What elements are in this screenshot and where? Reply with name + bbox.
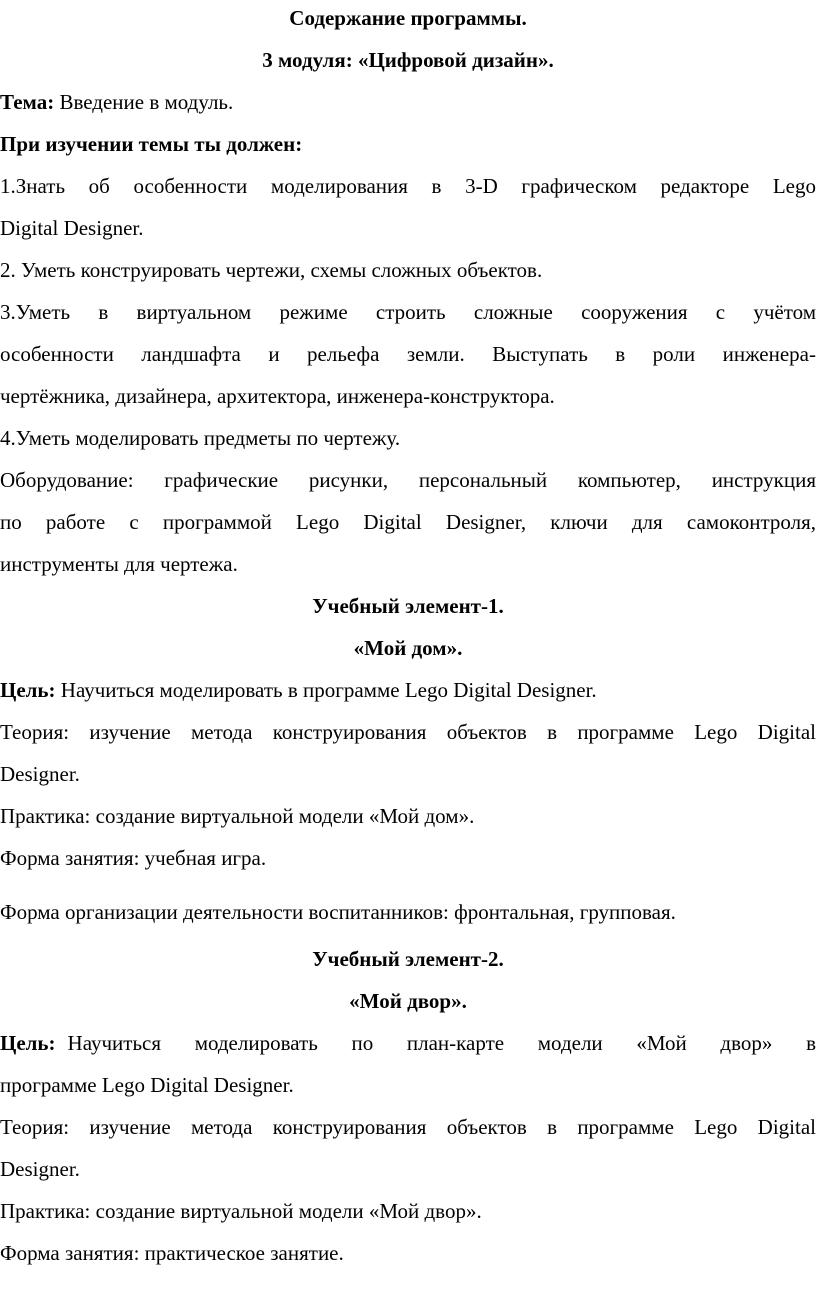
requirements-heading: При изучении темы ты должен: (0, 132, 303, 156)
topic-line (0, 87, 816, 117)
topic-label: Тема: (0, 90, 55, 114)
element-1-theory-line-1: Теория: изучение метода конструирования объектов в программе Lego Digital (0, 720, 816, 744)
document-title: Содержание программы. (289, 6, 527, 30)
requirement-3-line-3: чертёжника, дизайнера, архитектора, инженера-конструктора. (0, 384, 555, 408)
element-2-goal-line-2: программе Lego Digital Designer. (0, 1073, 294, 1097)
element-1-organization: Форма организации деятельности воспитанников: фронтальная, групповая. (0, 900, 676, 924)
topic-text: Введение в модуль. (59, 90, 234, 114)
requirement-4: 4.Уметь моделировать предметы по чертежу. (0, 426, 401, 450)
element-2-name: «Мой двор». (349, 989, 467, 1013)
element-2-form: Форма занятия: практическое занятие. (0, 1241, 344, 1265)
element-2-theory-line-1: Теория: изучение метода конструирования объектов в программе Lego Digital (0, 1115, 816, 1139)
element-1-goal-label: Цель: (0, 678, 56, 702)
element-2-goal-text: Научиться моделировать по план-карте модели «Мой двор» в (67, 1031, 816, 1055)
requirement-1-line-2: Digital Designer. (0, 216, 144, 240)
element-2-heading: Учебный элемент-2. (312, 947, 504, 971)
requirement-3-line-2: особенности ландшафта и рельефа земли. Выступать в роли инженера- (0, 342, 816, 366)
element-1-form: Форма занятия: учебная игра. (0, 846, 267, 870)
equipment-line-3: инструменты для чертежа. (0, 552, 238, 576)
module-title: 3 модуля: «Цифровой дизайн». (262, 48, 554, 72)
element-1-name: «Мой дом». (353, 636, 463, 660)
element-2-practice: Практика: создание виртуальной модели «Мой двор». (0, 1199, 482, 1223)
element-1-theory-line-2: Designer. (0, 762, 80, 786)
element-1-goal-text: Научиться моделировать в программе Lego Digital Designer. (60, 678, 597, 702)
requirement-1-line-1: 1.Знать об особенности моделирования в 3-D графическом редакторе Lego (0, 174, 816, 198)
requirement-3-line-1: 3.Уметь в виртуальном режиме строить сложные сооружения с учётом (0, 300, 816, 324)
element-2-goal-label: Цель: (0, 1031, 56, 1055)
element-1-practice: Практика: создание виртуальной модели «Мой дом». (0, 804, 475, 828)
requirement-2: 2. Уметь конструировать чертежи, схемы сложных объектов. (0, 258, 543, 282)
element-2-theory-line-2: Designer. (0, 1157, 80, 1181)
element-1-goal (0, 675, 816, 705)
equipment-line-1: Оборудование: графические рисунки, персональный компьютер, инструкция (0, 468, 816, 492)
equipment-line-2: по работе с программой Lego Digital Designer, ключи для самоконтроля, (0, 510, 816, 534)
element-1-heading: Учебный элемент-1. (312, 594, 504, 618)
element-2-goal-line-1 (0, 1028, 816, 1058)
